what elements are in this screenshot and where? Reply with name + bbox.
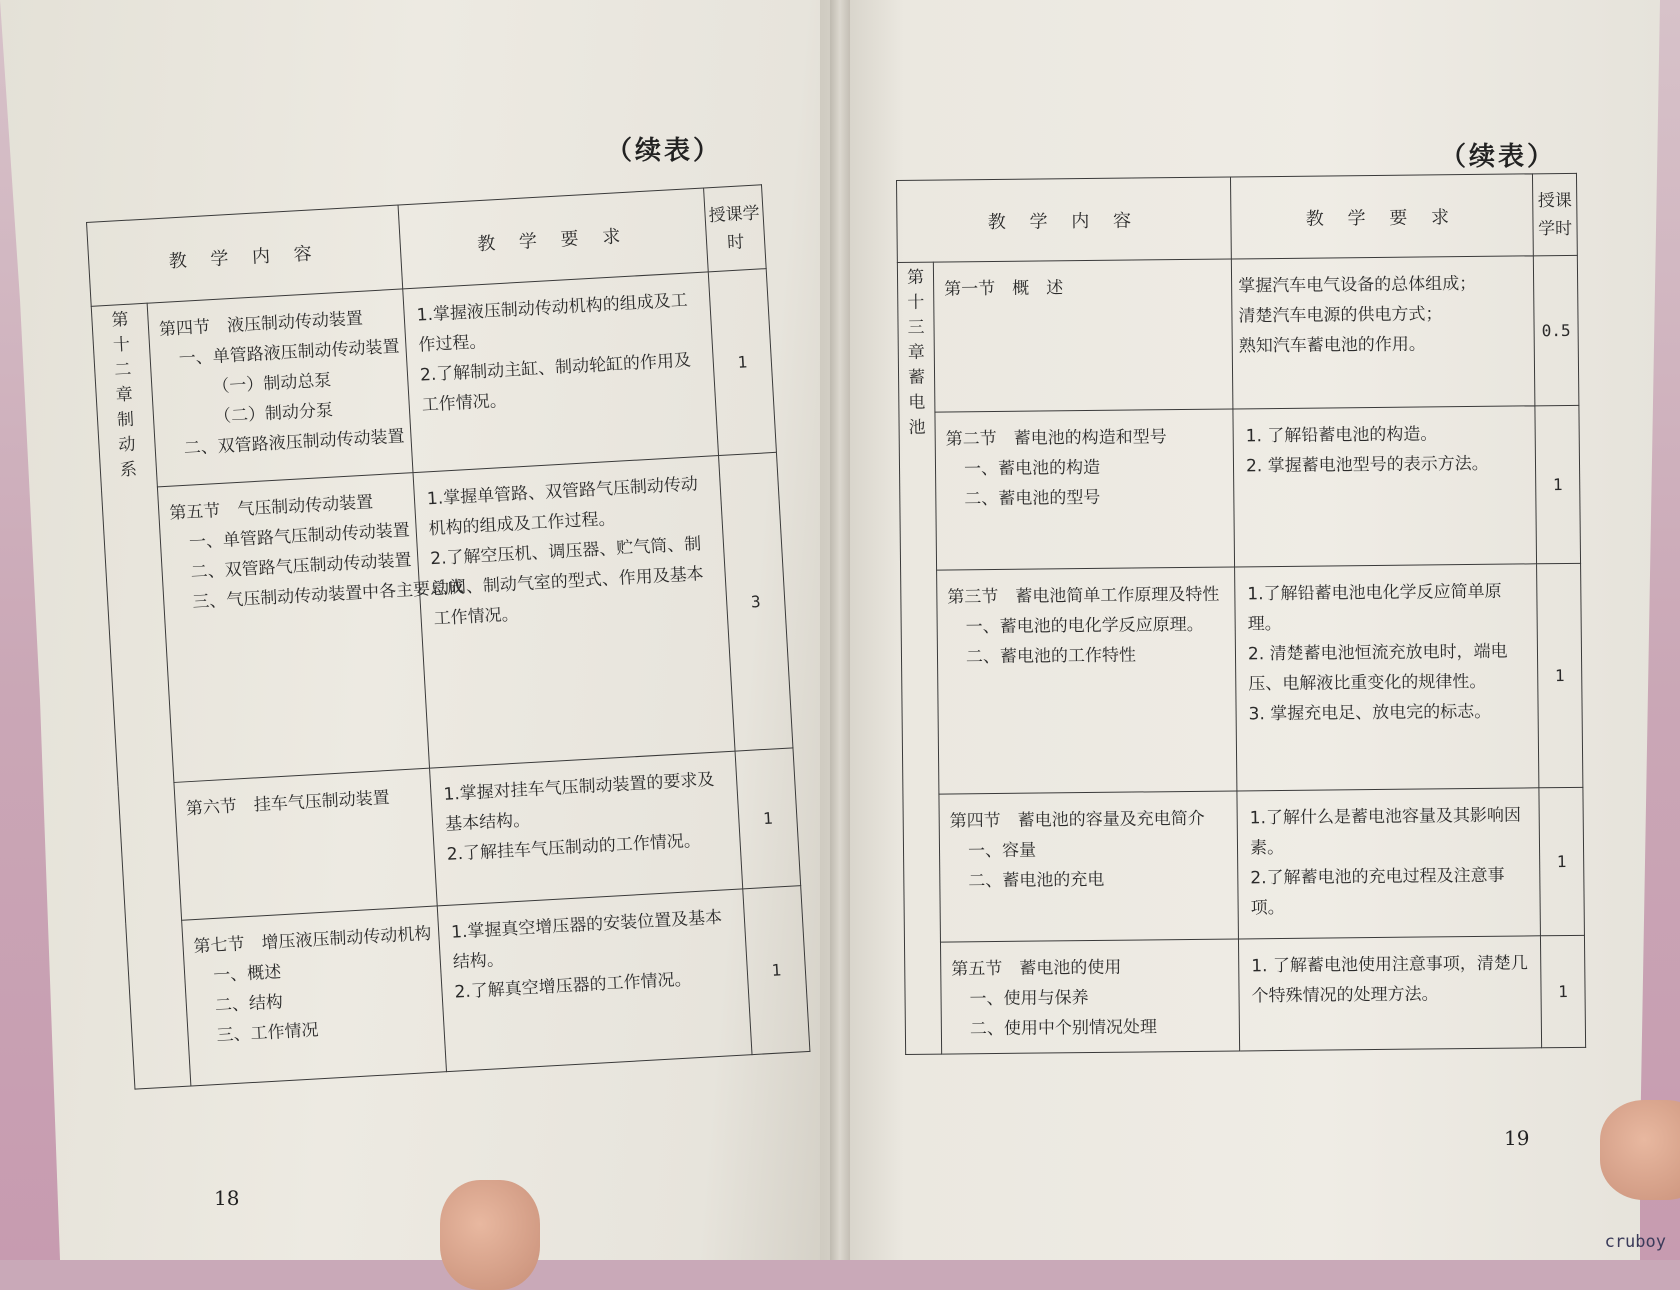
section-item: 三、工作情况 <box>216 1020 320 1046</box>
section-requirements <box>437 889 752 1072</box>
requirement-item: 1. 了解蓄电池使用注意事项，清楚几个特殊情况的处理方法。 <box>1251 953 1528 1007</box>
chapter-char: 制 <box>116 409 135 431</box>
section-title: 第四节 蓄电池的容量及充电简介 <box>949 808 1205 832</box>
requirement-item: 3. 掌握充电足、放电完的标志。 <box>1248 701 1492 725</box>
section-item: 二、蓄电池的型号 <box>964 487 1101 510</box>
header-requirements: 教 学 要 求 <box>1231 174 1534 259</box>
header-content: 教 学 内 容 <box>897 177 1232 262</box>
section-content <box>174 768 437 920</box>
section-item: 一、蓄电池的构造 <box>963 457 1101 480</box>
requirement-item: 熟知汽车蓄电池的作用。 <box>1238 334 1426 357</box>
chapter-char: 十 <box>907 292 925 313</box>
chapter-char: 章 <box>907 342 925 363</box>
requirement-item: 1.掌握单管路、双管路气压制动传动机构的组成及工作过程。 <box>426 474 699 540</box>
section-title: 第三节 蓄电池简单工作原理及特性 <box>947 584 1220 608</box>
requirement-item: 1.掌握真空增压器的安装位置及基本结构。 <box>450 907 723 973</box>
section-content <box>939 791 1239 942</box>
section-item: 二、使用中个别情况处理 <box>969 1017 1157 1040</box>
chapter-char: 蓄 <box>907 367 926 388</box>
section-item: 一、单管路液压制动传动装置 <box>178 336 401 370</box>
chapter-char: 第 <box>906 267 925 288</box>
requirement-item: 掌握汽车电气设备的总体组成； <box>1238 273 1477 297</box>
section-item: （二）制动分泵 <box>213 400 334 428</box>
chapter-char: 池 <box>908 417 926 438</box>
section-requirements <box>1231 256 1535 409</box>
requirement-item: 1.掌握对挂车气压制动装置的要求及基本结构。 <box>442 769 715 835</box>
section-hours: 1 <box>708 269 776 456</box>
chapter-char: 动 <box>117 434 137 456</box>
chapter-char: 系 <box>119 459 138 481</box>
section-hours: 0.5 <box>1533 255 1579 405</box>
section-title: 第六节 挂车气压制动装置 <box>185 787 391 820</box>
thumb-left <box>440 1180 540 1290</box>
section-item: 三、气压制动传动装置中各主要总成 <box>191 577 465 613</box>
right-page-number: 19 <box>1504 1126 1530 1150</box>
section-hours: 1 <box>1540 935 1585 1047</box>
section-item: 二、双管路气压制动传动装置 <box>190 550 412 583</box>
section-requirements <box>1238 936 1541 1051</box>
section-requirements <box>413 456 735 769</box>
section-item: 一、单管路气压制动传动装置 <box>188 520 411 553</box>
section-content <box>937 567 1237 794</box>
header-requirements: 教 学 要 求 <box>398 188 708 289</box>
chapter-char: 十 <box>112 334 131 356</box>
requirement-item: 2.了解制动主缸、制动轮缸的作用及工作情况。 <box>419 350 692 416</box>
section-content <box>935 409 1235 570</box>
section-title: 第四节 液压制动传动装置 <box>158 308 364 341</box>
section-hours: 1 <box>743 886 810 1055</box>
chapter-char: 第 <box>110 309 130 331</box>
watermark: cruboy <box>1604 1232 1666 1252</box>
section-item: 一、蓄电池的电化学反应原理。 <box>965 614 1204 638</box>
section-item: 一、使用与保养 <box>969 988 1089 1010</box>
requirement-item: 1.掌握液压制动传动机构的组成及工作过程。 <box>416 290 689 356</box>
section-item: 二、蓄电池的充电 <box>968 869 1105 892</box>
section-content <box>940 939 1239 1054</box>
right-continued-label: （续表） <box>1440 142 1557 172</box>
right-syllabus-table <box>896 173 1586 1055</box>
requirement-item: 2.了解挂车气压制动的工作情况。 <box>446 830 702 865</box>
chapter-char: 三 <box>907 317 925 338</box>
section-title: 第五节 气压制动传动装置 <box>168 492 374 524</box>
section-hours: 1 <box>735 748 801 889</box>
section-hours: 1 <box>1537 563 1583 787</box>
section-requirements <box>1237 788 1541 939</box>
chapter-char: 二 <box>113 359 132 381</box>
requirement-item: 清楚汽车电源的供电方式； <box>1238 304 1443 327</box>
left-continued-label: （续表） <box>606 136 723 166</box>
section-hours: 1 <box>1535 405 1581 563</box>
requirement-item: 1. 了解铅蓄电池的构造。 <box>1245 424 1438 447</box>
requirement-item: 2.了解蓄电池的充电过程及注意事项。 <box>1250 865 1505 919</box>
chapter-char: 章 <box>115 384 134 406</box>
section-item: 一、容量 <box>967 840 1037 862</box>
section-item: 二、结构 <box>214 992 284 1017</box>
requirement-item: 2. 清楚蓄电池恒流充放电时，端电压、电解液比重变化的规律性。 <box>1247 641 1508 695</box>
section-title: 第一节 概 述 <box>944 278 1064 300</box>
thumb-right <box>1600 1100 1680 1200</box>
requirement-item: 1.了解铅蓄电池电化学反应简单原理。 <box>1247 581 1502 635</box>
section-hours: 1 <box>1539 787 1585 935</box>
section-item: 一、概述 <box>212 962 282 987</box>
section-title: 第二节 蓄电池的构造和型号 <box>945 427 1167 450</box>
book-spine <box>830 0 850 1260</box>
requirement-item: 2.了解空压机、调压器、贮气筒、制动阀、制动气室的型式、作用及基本工作情况。 <box>429 534 705 630</box>
header-hours: 授课学时 <box>704 185 767 272</box>
section-item: 二、双管路液压制动传动装置 <box>183 426 406 459</box>
section-requirements <box>1235 564 1539 791</box>
section-item: （一）制动总泵 <box>211 370 332 398</box>
section-title: 第七节 增压液压制动传动机构 <box>193 923 432 958</box>
header-hours: 授课学时 <box>1532 173 1577 255</box>
section-content <box>147 289 413 487</box>
section-item: 二、蓄电池的工作特性 <box>965 645 1137 668</box>
requirement-item: 2. 掌握蓄电池型号的表示方法。 <box>1245 453 1489 477</box>
section-content <box>933 259 1233 412</box>
section-requirements <box>403 272 719 473</box>
requirement-item: 2.了解真空增压器的工作情况。 <box>454 969 693 1003</box>
section-title: 第五节 蓄电池的使用 <box>951 957 1122 980</box>
chapter-char: 电 <box>908 392 926 413</box>
left-page-number: 18 <box>214 1186 240 1210</box>
section-requirements <box>1233 406 1537 567</box>
header-content: 教 学 内 容 <box>87 205 403 306</box>
section-hours: 3 <box>719 452 793 751</box>
section-content <box>157 473 465 783</box>
left-syllabus-table <box>86 184 810 1089</box>
requirement-item: 1.了解什么是蓄电池容量及其影响因素。 <box>1249 805 1522 859</box>
section-content <box>182 906 447 1086</box>
section-requirements <box>430 751 743 906</box>
